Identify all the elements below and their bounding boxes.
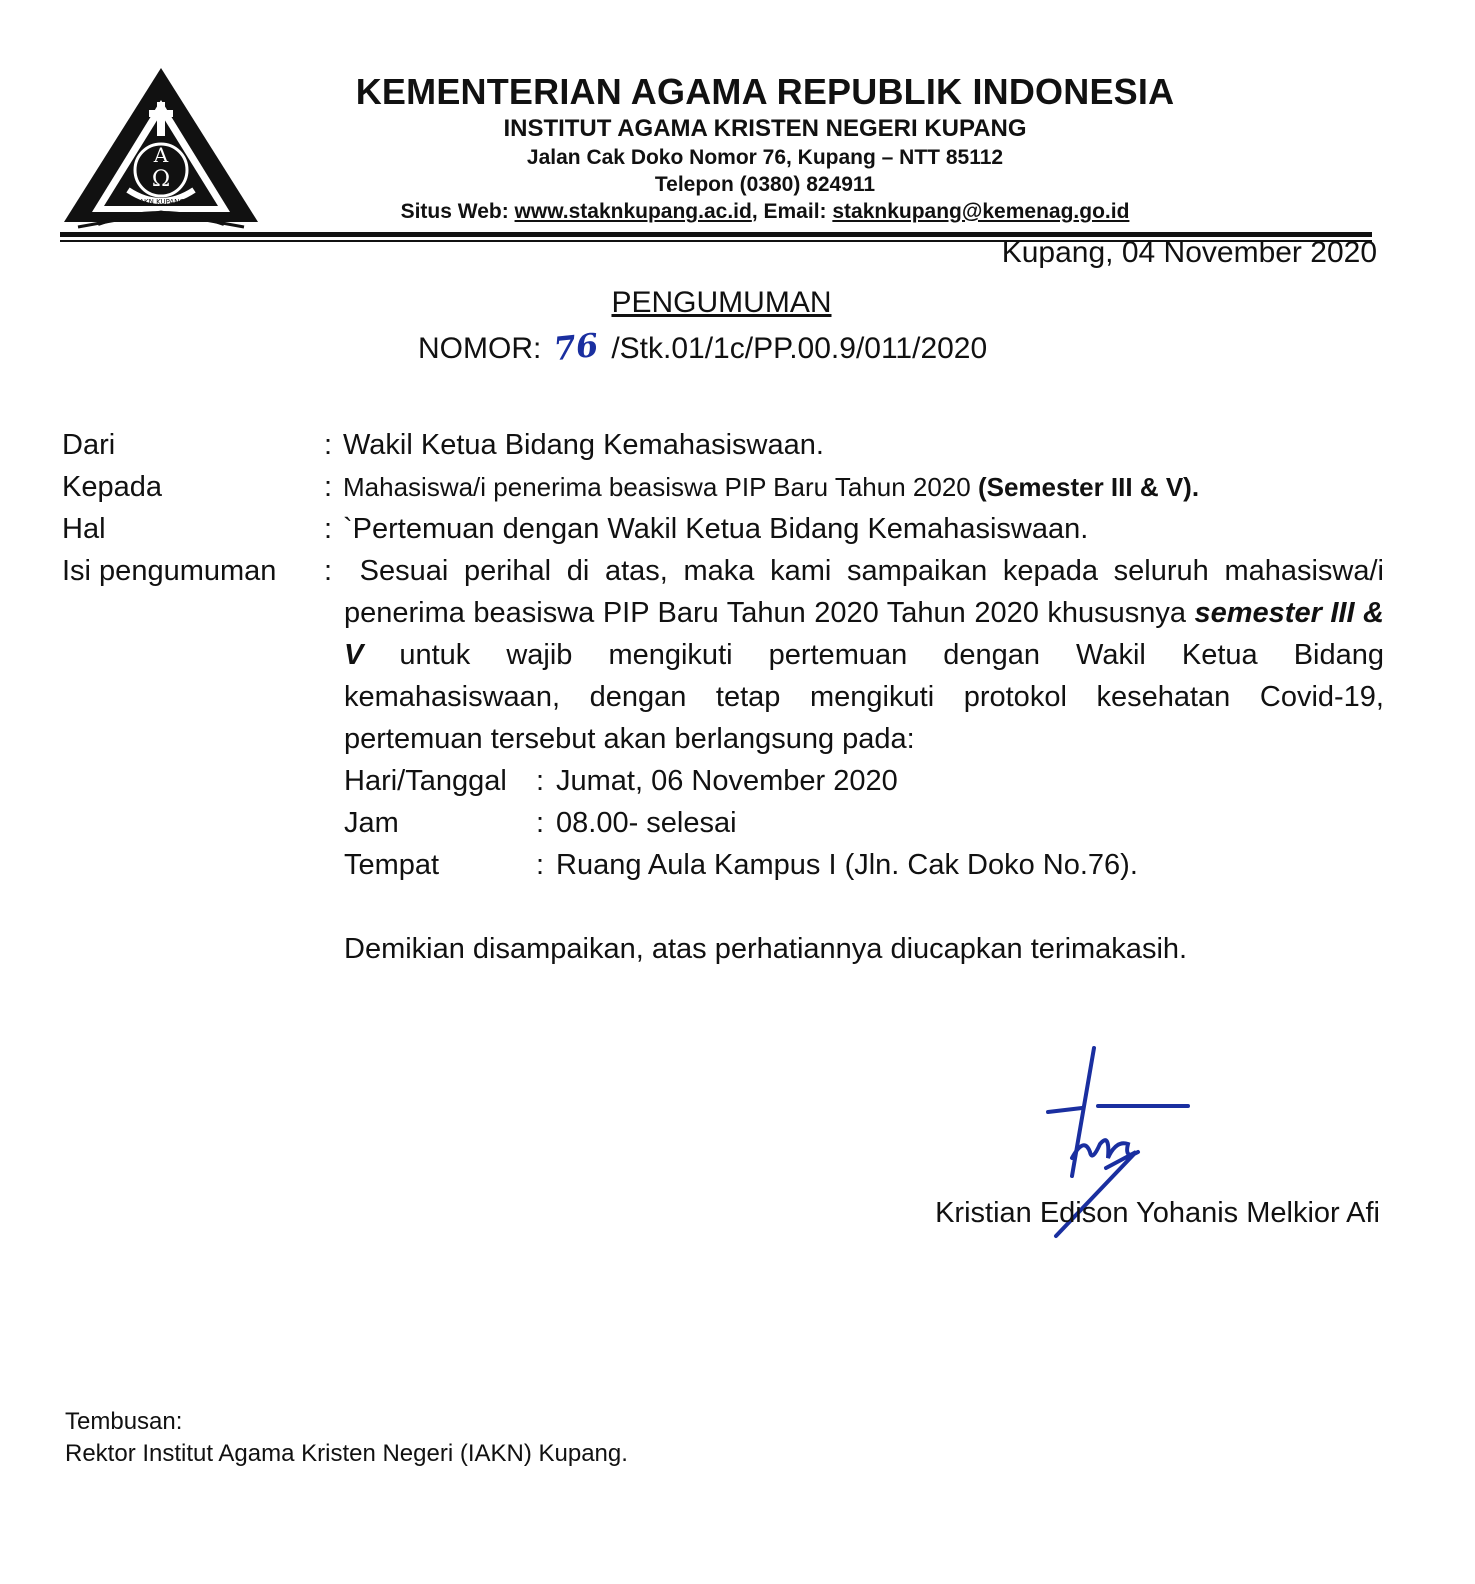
tembusan-label: Tembusan:	[65, 1408, 183, 1435]
field-colon: :	[324, 471, 333, 503]
schedule-label: Hari/Tanggal	[344, 765, 507, 797]
field-colon: :	[324, 429, 333, 461]
letterhead	[300, 70, 1230, 226]
handwritten-number: 76	[552, 325, 601, 369]
tembusan-section	[65, 1406, 628, 1470]
institution-logo-icon	[58, 62, 264, 232]
field-colon: :	[324, 555, 333, 587]
institute-address: Jalan Cak Doko Nomor 76, Kupang – NTT 85112	[526, 146, 1004, 169]
field-value	[343, 466, 1199, 508]
schedule-colon: :	[536, 849, 545, 881]
tembusan-recipient: Rektor Institut Agama Kristen Negeri (IAKN) Kupang.	[65, 1440, 628, 1467]
closing-sentence: Demikian disampaikan, atas perhatiannya diucapkan terimakasih.	[344, 933, 1188, 965]
nomor-label: NOMOR:	[418, 332, 542, 365]
schedule-label: Jam	[344, 807, 399, 839]
logo-ribbon-text: IAKN KUPANG	[137, 198, 185, 206]
email-label: , Email:	[751, 200, 833, 223]
schedule-colon: :	[536, 807, 545, 839]
institute-phone: Telepon (0380) 824911	[654, 173, 876, 196]
schedule-value: Jumat, 06 November 2020	[556, 765, 898, 797]
signer-name: Kristian Edison Yohanis Melkior Afi	[935, 1197, 1380, 1229]
field-label: Dari	[62, 429, 116, 461]
body-emphasis: semester III & V	[344, 597, 1384, 671]
document-number	[418, 325, 988, 369]
schedule-label: Tempat	[344, 849, 440, 881]
field-value: Wakil Ketua Bidang Kemahasiswaan.	[343, 429, 824, 461]
field-colon: :	[324, 513, 333, 545]
letter-date: Kupang, 04 November 2020	[1001, 236, 1377, 269]
contact-line	[300, 198, 1230, 226]
schedule-value: 08.00- selesai	[556, 807, 737, 839]
document-title	[0, 286, 1475, 320]
title-text: PENGUMUMAN	[611, 286, 832, 319]
body-part1: Sesuai perihal di atas, maka kami sampaikan kepada seluruh mahasiswa/i penerima beasiswa PIP Baru Tahun 2020 Tahun 2020 khususnya	[344, 555, 1384, 629]
announcement-body	[344, 550, 1384, 760]
email-link[interactable]: staknkupang@kemenag.go.id	[832, 200, 1130, 223]
field-value: `Pertemuan dengan Wakil Ketua Bidang Kemahasiswaan.	[343, 513, 1089, 545]
field-label: Isi pengumuman	[62, 555, 277, 587]
schedule-value: Ruang Aula Kampus I (Jln. Cak Doko No.76).	[556, 849, 1138, 881]
field-label: Kepada	[62, 471, 162, 503]
nomor-suffix: /Stk.01/1c/PP.00.9/011/2020	[611, 332, 988, 365]
field-label: Hal	[62, 513, 106, 545]
web-label: Situs Web:	[400, 200, 515, 223]
kepada-text: Mahasiswa/i penerima beasiswa PIP Baru Tahun 2020	[343, 472, 978, 502]
body-part2: untuk wajib mengikuti pertemuan dengan Wakil Ketua Bidang kemahasiswaan, dengan tetap mengikuti protokol kesehatan Covid-19, pertemuan tersebut akan berlangsung pada:	[344, 639, 1384, 755]
ministry-name: KEMENTERIAN AGAMA REPUBLIK INDONESIA	[355, 71, 1175, 112]
svg-text:Ω: Ω	[151, 167, 171, 192]
kepada-semester: (Semester III & V).	[977, 472, 1200, 502]
svg-text:A: A	[153, 143, 169, 167]
institute-name: INSTITUT AGAMA KRISTEN NEGERI KUPANG	[503, 115, 1027, 142]
website-link[interactable]: www.staknkupang.ac.id	[514, 200, 752, 223]
schedule-colon: :	[536, 765, 545, 797]
